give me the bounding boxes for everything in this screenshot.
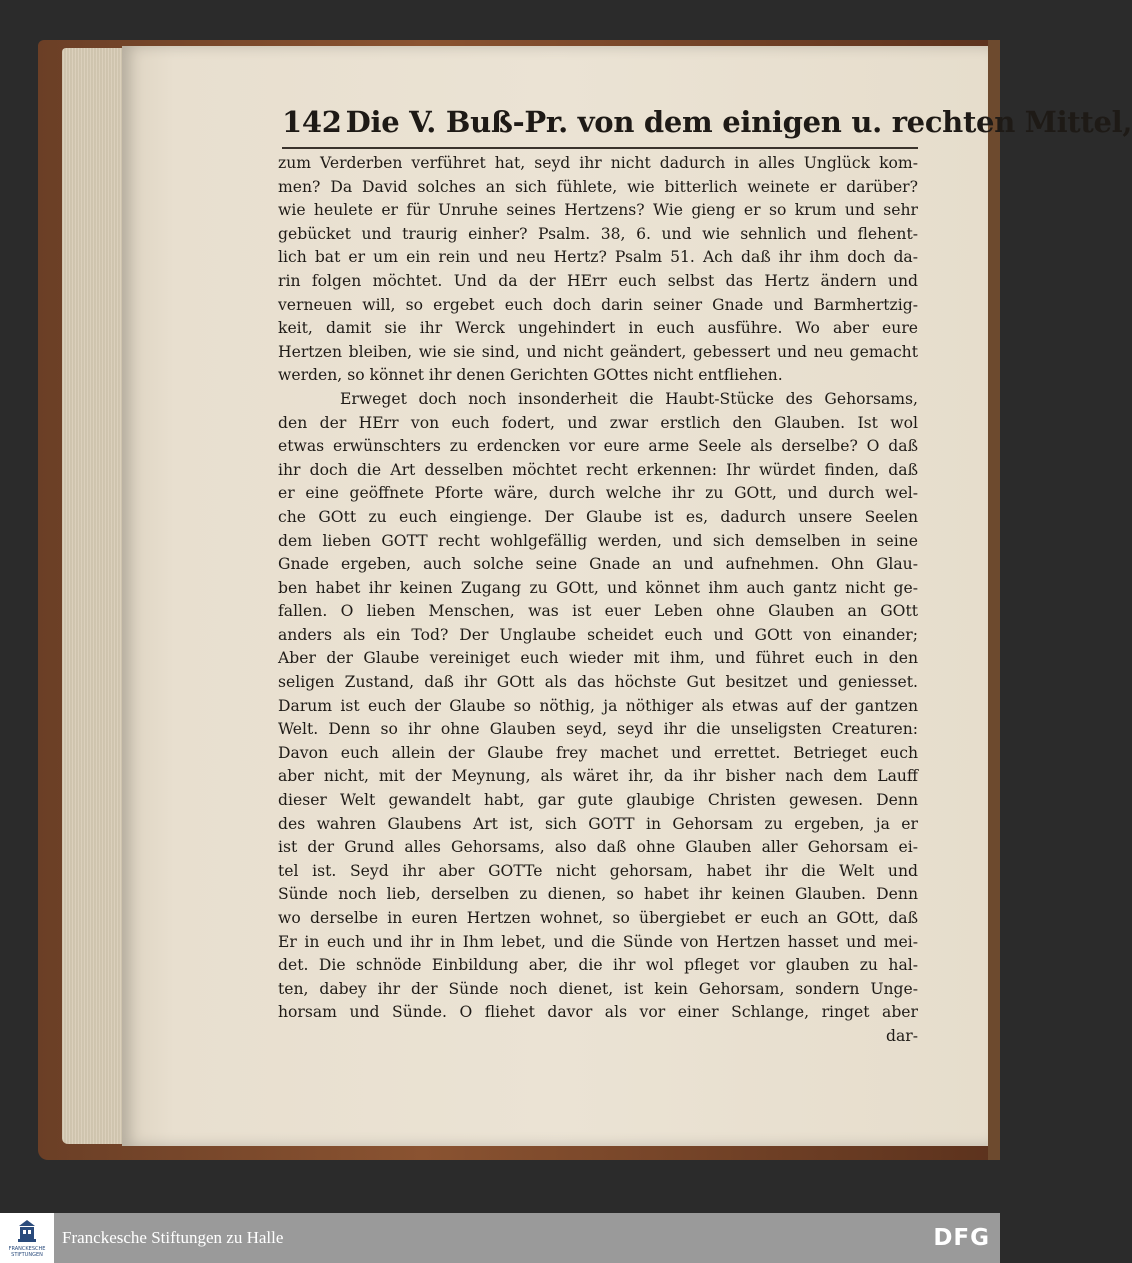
- institution-name[interactable]: Franckesche Stiftungen zu Halle: [62, 1228, 284, 1247]
- text-line: ihr doch die Art desselben möchtet recht erkennen: Ihr würdet finden, daß: [278, 460, 918, 479]
- text-line: gebücket und traurig einher? Psalm. 38, 6. und wie sehnlich und flehent-: [278, 224, 918, 243]
- head-rule: [282, 147, 918, 149]
- text-line: Darum ist euch der Glaube so nöthig, ja nöthiger als etwas auf der gantzen: [278, 696, 918, 715]
- text-line: den der HErr von euch fodert, und zwar erstlich den Glauben. Ist wol: [278, 413, 918, 432]
- text-line: lich bat er um ein rein und neu Hertz? Psalm 51. Ach daß ihr ihm doch da-: [278, 248, 918, 267]
- text-line: Sünde noch lieb, derselben zu dienen, so habet ihr keinen Glauben. Denn: [278, 885, 918, 904]
- text-line: er eine geöffnete Pforte wäre, durch welche ihr zu GOtt, und durch wel-: [278, 484, 918, 503]
- text-line: ben habet ihr keinen Zugang zu GOtt, und könnet ihm auch gantz nicht ge-: [278, 578, 918, 597]
- text-line: horsam und Sünde. O fliehet davor als vor einer Schlange, ringet aber: [278, 1003, 918, 1022]
- text-line: Davon euch allein der Glaube frey machet und errettet. Betrieget euch: [278, 743, 918, 762]
- text-line: anders als ein Tod? Der Unglaube scheidet euch und GOtt von einander;: [278, 625, 918, 644]
- text-line: dem lieben GOTT recht wohlgefällig werden, und sich demselben in seine: [278, 531, 918, 550]
- page-number: 142: [282, 105, 342, 139]
- running-head-title: Die V. Buß-Pr. von dem einigen u. rechten Mittel,: [345, 105, 1132, 139]
- text-line: werden, so könnet ihr denen Gerichten GOttes nicht entfliehen.: [278, 366, 783, 385]
- catchword: dar-: [885, 1026, 918, 1045]
- logo-caption: FRANCKESCHE STIFTUNGEN: [8, 1246, 46, 1258]
- facing-page-edge: [988, 40, 1000, 1160]
- building-icon: [18, 1220, 36, 1242]
- text-line: aber nicht, mit der Meynung, als wäret ihr, da ihr bisher nach dem Lauff: [278, 767, 918, 786]
- paragraph-start-line: Erweget doch noch insonderheit die Haubt-Stücke des Gehorsams,: [340, 389, 918, 408]
- institution-logo[interactable]: [0, 1213, 54, 1263]
- text-line: Hertzen bleiben, wie sie sind, und nicht geändert, gebessert und neu gemacht: [278, 342, 918, 361]
- text-line: rin folgen möchtet. Und da der HErr euch selbst das Hertz ändern und: [278, 271, 918, 290]
- text-line: des wahren Glaubens Art ist, sich GOTT in Gehorsam zu ergeben, ja er: [278, 814, 918, 833]
- text-line: det. Die schnöde Einbildung aber, die ihr wol pfleget vor glauben zu hal-: [278, 956, 918, 975]
- text-line: zum Verderben verführet hat, seyd ihr nicht dadurch in alles Unglück kom-: [278, 154, 918, 172]
- dfg-logo[interactable]: DFG: [933, 1225, 990, 1251]
- text-line: Er in euch und ihr in Ihm lebet, und die Sünde von Hertzen hasset und mei-: [278, 932, 918, 951]
- text-line: fallen. O lieben Menschen, was ist euer Leben ohne Glauben an GOtt: [278, 602, 918, 621]
- text-line: men? Da David solches an sich fühlete, wie bitterlich weinete er darüber?: [278, 177, 918, 196]
- text-line: wo derselbe in euren Hertzen wohnet, so übergiebet er euch an GOtt, daß: [278, 909, 918, 927]
- text-line: ten, dabey ihr der Sünde noch dienet, ist kein Gehorsam, sondern Unge-: [278, 979, 918, 998]
- running-head: [282, 100, 1132, 144]
- text-line: wie heulete er für Unruhe seines Hertzens? Wie gieng er so krum und sehr: [278, 201, 918, 220]
- text-line: keit, damit sie ihr Werck ungehindert in euch ausführe. Wo aber eure: [278, 319, 918, 338]
- text-line: Welt. Denn so ihr ohne Glauben seyd, seyd ihr die unseligsten Creaturen:: [278, 720, 918, 739]
- text-line: che GOtt zu euch eingienge. Der Glaube ist es, dadurch unsere Seelen: [278, 507, 918, 526]
- text-line: tel ist. Seyd ihr aber GOTTe nicht gehorsam, habet ihr die Welt und: [278, 861, 918, 880]
- text-line: Aber der Glaube vereiniget euch wieder mit ihm, und führet euch in den: [278, 649, 918, 668]
- text-line: Gnade ergeben, auch solche seine Gnade an und aufnehmen. Ohn Glau-: [278, 555, 918, 574]
- footer-bar: [0, 1213, 1000, 1263]
- text-line: verneuen will, so ergebet euch doch darin seiner Gnade und Barmhertzig-: [278, 295, 918, 314]
- body-text: [278, 152, 918, 1049]
- text-line: seligen Zustand, daß ihr GOtt als das höchste Gut besitzet und geniesset.: [278, 673, 918, 692]
- text-line: ist der Grund alles Gehorsams, also daß ohne Glauben aller Gehorsam ei-: [278, 838, 918, 857]
- text-line: etwas erwünschters zu erdencken vor eure arme Seele als derselbe? O daß: [278, 437, 918, 456]
- text-line: dieser Welt gewandelt habt, gar gute glaubige Christen gewesen. Denn: [278, 791, 918, 810]
